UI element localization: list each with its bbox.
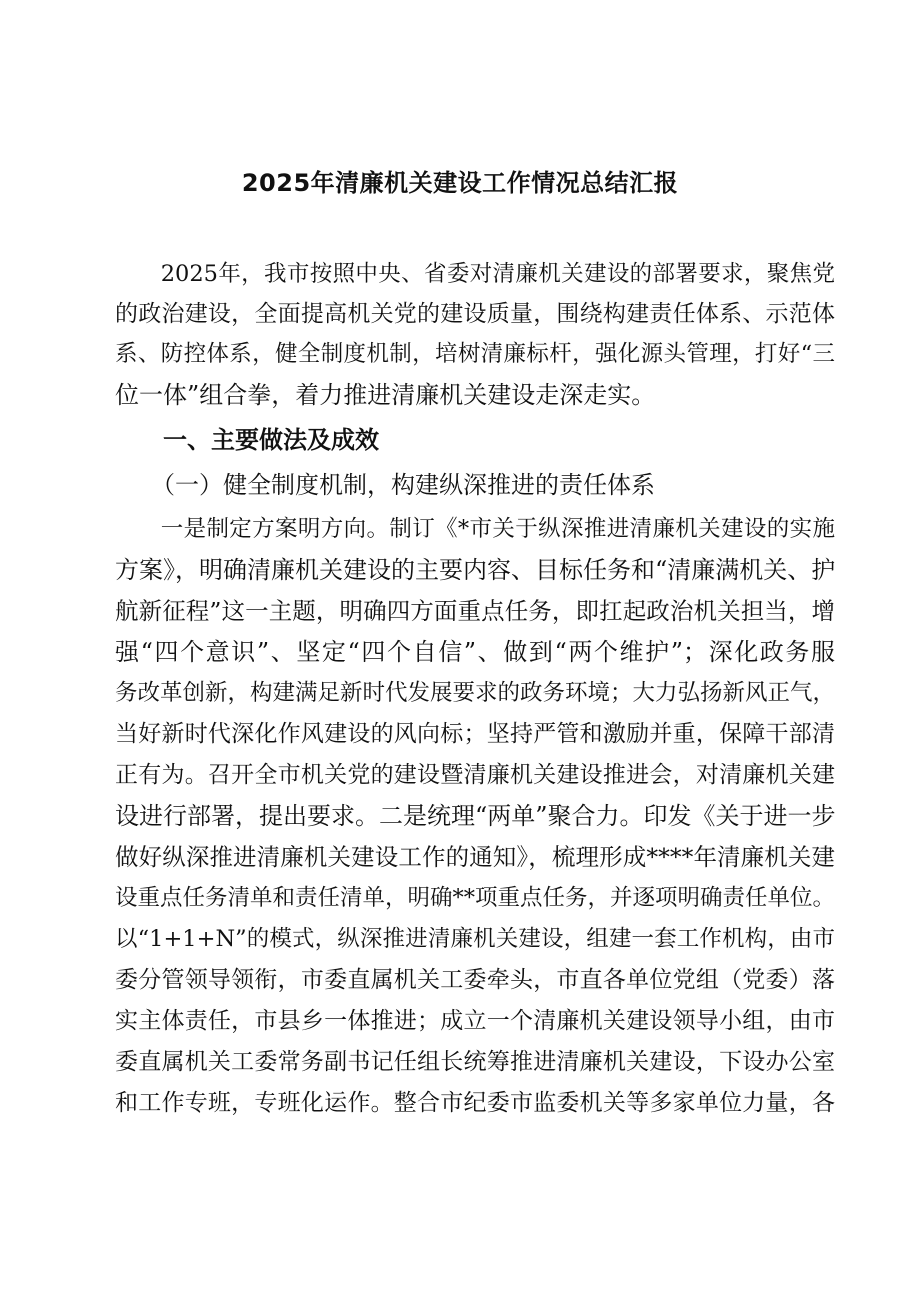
body-line-2: 方案》，明确清廉机关建设的主要内容、目标任务和“清廉满机关、护 [115, 556, 836, 584]
body-line-8: 设进行部署，提出要求。二是统理“两单”聚合力。印发《关于进一步 [115, 802, 836, 830]
body-line-13: 实主体责任，市县乡一体推进；成立一个清廉机关建设领导小组，由市 [115, 1008, 835, 1034]
body-line-9: 做好纵深推进清廉机关建设工作的通知》，梳理形成****年清廉机关建 [115, 843, 835, 871]
body-line-1: 一是制定方案明方向。制订《*市关于纵深推进清廉机关建设的实施 [115, 516, 835, 542]
intro-line-3: 系、防控体系，健全制度机制，培树清廉标杆，强化源头管理，打好“三 [115, 341, 835, 367]
body-line-11: 以“1+1+N”的模式，纵深推进清廉机关建设，组建一套工作机构，由市 [115, 926, 835, 952]
document-title: 2025年清廉机关建设工作情况总结汇报 [241, 169, 679, 197]
body-line-10: 设重点任务清单和责任清单，明确**项重点任务，并逐项明确责任单位。 [115, 885, 836, 911]
body-line-5: 务改革创新，构建满足新时代发展要求的政务环境；大力弘扬新风正气， [115, 680, 836, 706]
subsection-heading: （一）健全制度机制，构建纵深推进的责任体系 [115, 471, 655, 499]
intro-line-2: 的政治建设，全面提高机关党的建设质量，围绕构建责任体系、示范体 [115, 301, 835, 327]
body-line-6: 当好新时代深化作风建设的风向标；坚持严管和激励并重，保障干部清 [115, 721, 835, 747]
intro-line-1: 2025年，我市按照中央、省委对清廉机关建设的部署要求，聚焦党 [115, 261, 835, 287]
body-line-14: 委直属机关工委常务副书记任组长统筹推进清廉机关建设，下设办公室 [115, 1049, 835, 1075]
body-line-12: 委分管领导领衔，市委直属机关工委牵头，市直各单位党组（党委）落 [115, 967, 835, 993]
body-line-3: 航新征程”这一主题，明确四方面重点任务，即扛起政治机关担当，增 [115, 597, 835, 625]
body-line-15: 和工作专班，专班化运作。整合市纪委市监委机关等多家单位力量，各 [115, 1090, 835, 1116]
intro-line-4: 位一体”组合拳，着力推进清廉机关建设走深走实。 [115, 381, 656, 409]
body-line-7: 正有为。召开全市机关党的建设暨清廉机关建设推进会，对清廉机关建 [115, 762, 835, 788]
body-line-4: 强“四个意识”、坚定“四个自信”、做到“两个维护”；深化政务服 [115, 638, 835, 666]
section-heading: 一、主要做法及成效 [115, 426, 379, 454]
